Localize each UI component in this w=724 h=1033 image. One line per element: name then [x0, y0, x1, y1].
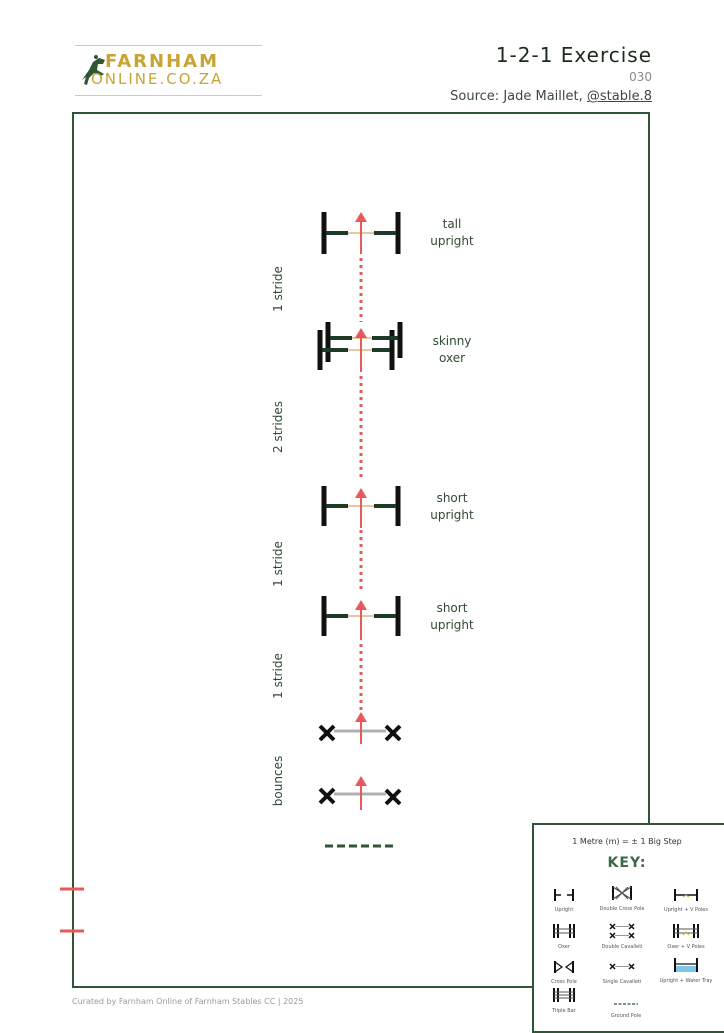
- footer-credit: Curated by Farnham Online of Farnham Stables CC | 2025: [72, 997, 304, 1006]
- upright-icon: [553, 888, 575, 902]
- source-prefix: Source: Jade Maillet,: [450, 89, 587, 104]
- upright-v-poles-icon: [673, 888, 699, 902]
- key-item-oxer: Oxer: [534, 923, 594, 950]
- triple-bar-icon: [552, 987, 576, 1003]
- jump-cavaletti-1: [320, 712, 400, 744]
- double-cavalleti-icon: [609, 923, 635, 939]
- logo-text-farnham: FARNHAM: [105, 51, 219, 72]
- single-cavalleti-icon: [609, 960, 635, 974]
- key-item-upright: Upright: [534, 887, 594, 913]
- legend-key-panel: [532, 823, 724, 1033]
- jump-skinny-oxer: [320, 322, 400, 372]
- key-item-single-cavalleti: Single Cavalleti: [592, 959, 652, 985]
- key-item-upright-water-tray: Upright + Water Tray: [656, 957, 716, 984]
- jump-tall-upright: [324, 212, 398, 254]
- jump-label-skinny-oxer: skinny oxer: [432, 334, 472, 365]
- double-cross-pole-icon: [610, 885, 634, 901]
- cross-pole-icon: [553, 960, 575, 974]
- distance-label-1: 1 stride: [271, 266, 285, 312]
- source-handle-link[interactable]: @stable.8: [586, 89, 652, 104]
- key-item-oxer-v-poles: Oxer + V Poles: [656, 923, 716, 950]
- key-item-double-cavalleti: Double Cavalleti: [592, 923, 652, 950]
- key-item-upright-v-poles: Upright + V Poles: [656, 887, 716, 913]
- key-item-ground-pole: Ground Pole: [596, 993, 656, 1019]
- key-item-triple-bar: Triple Bar: [534, 987, 594, 1014]
- oxer-v-poles-icon: [672, 923, 700, 939]
- distance-label-2: 2 strides: [271, 401, 285, 453]
- distance-label-3: 1 stride: [271, 541, 285, 587]
- distance-label-5: bounces: [271, 755, 285, 807]
- key-title: KEY:: [607, 855, 647, 871]
- distance-label-4: 1 stride: [271, 653, 285, 699]
- logo-text-online: ONLINE.CO.ZA: [91, 70, 224, 88]
- key-item-cross-pole: Cross Pole: [534, 959, 594, 985]
- jump-short-upright-2: [324, 596, 398, 640]
- jump-label-short-upright-2: short upright: [430, 601, 474, 632]
- jump-cavaletti-2: [320, 776, 400, 810]
- key-scale-note: 1 Metre (m) = ± 1 Big Step: [572, 837, 682, 846]
- jump-label-short-upright-1: short upright: [430, 491, 474, 522]
- page-title: 1-2-1 Exercise: [495, 43, 652, 67]
- jump-short-upright-1: [324, 486, 398, 528]
- upright-water-tray-icon: [673, 957, 699, 973]
- oxer-icon: [552, 923, 576, 939]
- exercise-code: 030: [629, 70, 652, 84]
- key-item-double-cross-pole: Double Cross Pole: [592, 885, 652, 912]
- ground-pole-icon: [613, 1000, 639, 1008]
- jump-label-tall-upright: tall upright: [430, 217, 474, 248]
